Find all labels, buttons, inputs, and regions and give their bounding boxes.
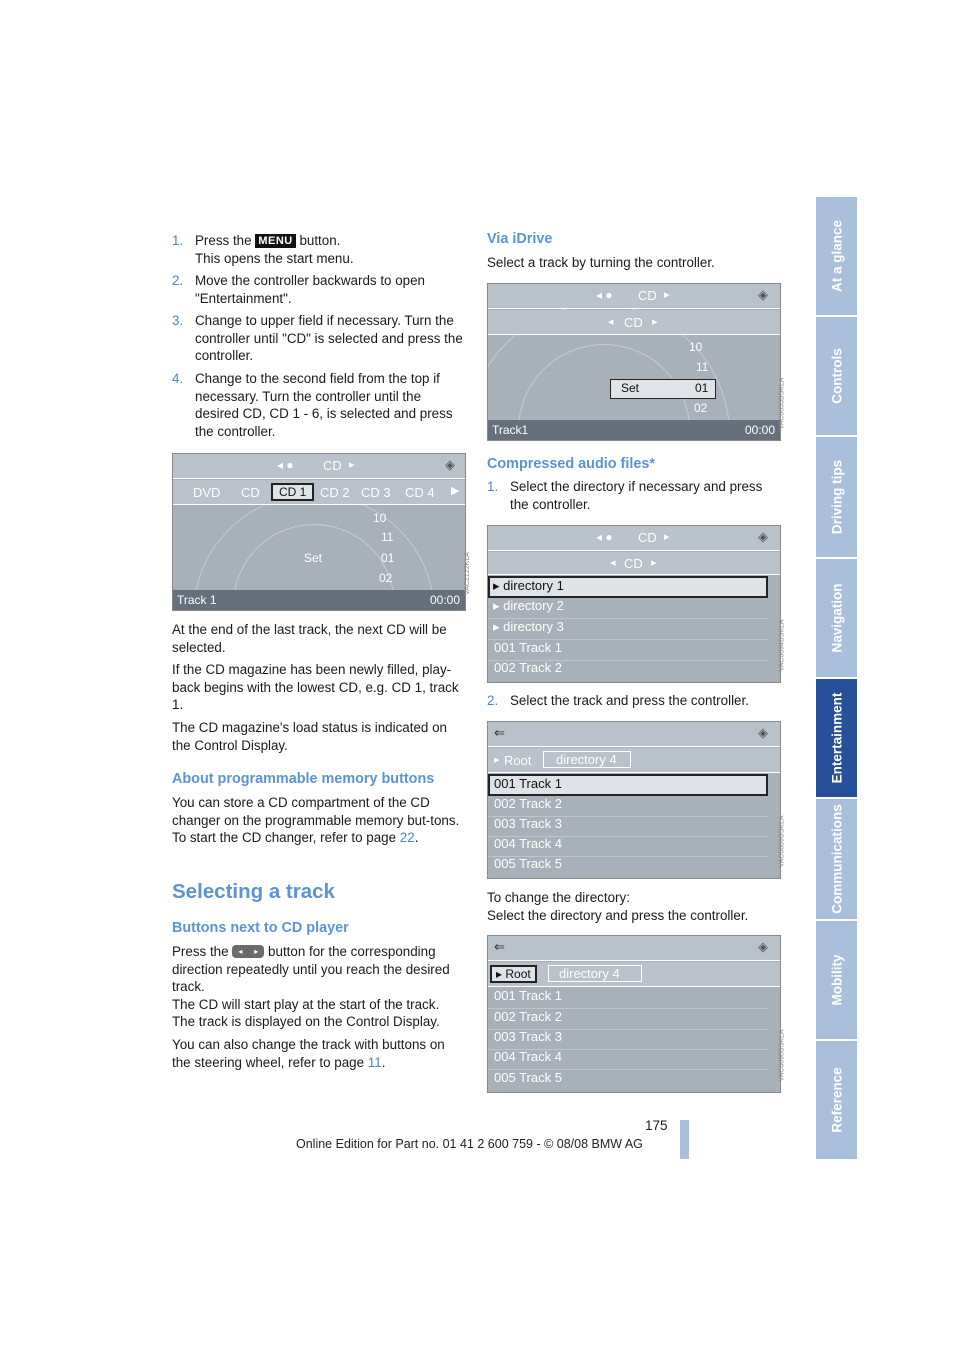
options-icon: ◈ xyxy=(758,287,768,302)
page-number: 175 xyxy=(645,1118,668,1133)
menu-button-icon: MENU xyxy=(255,234,295,248)
tab-reference[interactable]: Reference xyxy=(816,1041,857,1161)
idrive-track-screen: ◂ ● CD ▸ ◈ ◂ CD ▸ 10 11 Set 01 02 Track1 00:00 xyxy=(487,283,781,441)
list-item[interactable]: 003 Track 3 xyxy=(488,1029,768,1050)
list-item[interactable]: ▸ directory 2 xyxy=(488,598,768,619)
list-item[interactable]: 001 Track 1 xyxy=(488,640,768,661)
tab-communications[interactable]: Communications xyxy=(816,799,857,921)
page-link-11[interactable]: 11 xyxy=(367,1054,382,1070)
options-icon: ◈ xyxy=(445,457,455,472)
list-item[interactable]: 005 Track 5 xyxy=(494,1070,562,1085)
tab-at-a-glance[interactable]: At a glance xyxy=(816,197,857,317)
change-directory-text: To change the directory: Select the directory and press the controller. xyxy=(487,890,749,923)
page-marker xyxy=(680,1120,689,1159)
heading-memory-buttons: About programmable memory buttons xyxy=(172,771,435,787)
list-item[interactable]: 005 Track 5 xyxy=(494,856,562,871)
compressed-step-2: 2. Select the track and press the controller. xyxy=(487,693,749,708)
root-select-screen: ⇐ ◈ ▸ Root directory 4 001 Track 1 002 Track 2 003 Track 3 004 Track 4 005 Track 5 xyxy=(487,935,781,1093)
list-item[interactable]: 001 Track 1 xyxy=(488,988,768,1009)
seek-button-icon: ◂ ▸ xyxy=(232,945,264,958)
tab-entertainment[interactable]: Entertainment xyxy=(816,679,857,799)
list-item[interactable]: 004 Track 4 xyxy=(488,1049,768,1070)
list-item[interactable]: 002 Track 2 xyxy=(494,660,562,675)
memory-buttons-text: You can store a CD compartment of the CD changer on the programmable memory but-tons. To start the CD changer, refer to page 22. xyxy=(172,795,460,846)
list-item[interactable]: 004 Track 4 xyxy=(488,836,768,857)
list-item[interactable]: 002 Track 2 xyxy=(488,1009,768,1030)
tab-driving-tips[interactable]: Driving tips xyxy=(816,437,857,559)
options-icon: ◈ xyxy=(758,529,768,544)
compressed-step-1: 1. Select the directory if necessary and press the controller. xyxy=(487,479,763,512)
cd-paragraphs: At the end of the last track, the next CD will be selected. If the CD magazine has been newly filled, play-back begins with the lowest CD, e.g. CD 1, track 1. The CD magazine's load status is indicated on the Control Display. xyxy=(172,622,459,753)
back-icon[interactable]: ⇐ xyxy=(494,725,505,740)
tab-controls[interactable]: Controls xyxy=(816,317,857,437)
heading-buttons-cd-player: Buttons next to CD player xyxy=(172,920,349,936)
list-item[interactable]: ▸ directory 3 xyxy=(488,619,768,640)
step-3: 3. Change to upper field if necessary. Turn the controller until "CD" is selected and press the controller. xyxy=(172,313,463,364)
list-item[interactable]: 001 Track 1 xyxy=(488,774,768,796)
options-icon: ◈ xyxy=(758,725,768,740)
list-item[interactable]: ▸ directory 1 xyxy=(488,576,768,598)
step-2: 2. Move the controller backwards to open "Entertainment". xyxy=(172,273,425,306)
list-item[interactable]: 003 Track 3 xyxy=(488,816,768,837)
heading-selecting-track: Selecting a track xyxy=(172,880,335,903)
list-item[interactable]: 002 Track 2 xyxy=(488,796,768,817)
heading-compressed-audio: Compressed audio files* xyxy=(487,456,655,472)
step-1: 1. Press the MENU button. This opens the start menu. xyxy=(172,233,354,266)
cd-select-screen: ◂ ● CD ▸ ◈ DVD CD CD 1 CD 2 CD 3 CD 4 ▶ 10 11 Set 01 02 Track 1 00:00 xyxy=(172,453,466,611)
step-4: 4. Change to the second field from the top if necessary. Turn the controller until the desired CD, CD 1 - 6, is selected and press the controller. xyxy=(172,371,453,439)
footer-edition: Online Edition for Part no. 01 41 2 600 759 - © 08/08 BMW AG xyxy=(296,1137,643,1151)
set-selector: Set 01 xyxy=(610,379,716,399)
page-link-22[interactable]: 22 xyxy=(399,830,415,846)
track-list-screen: ⇐ ◈ ▸ Root directory 4 001 Track 1 002 Track 2 003 Track 3 004 Track 4 005 Track 5 xyxy=(487,721,781,879)
back-icon[interactable]: ⇐ xyxy=(494,939,505,954)
heading-via-idrive: Via iDrive xyxy=(487,231,553,247)
idrive-text: Select a track by turning the controller. xyxy=(487,255,715,270)
tab-mobility[interactable]: Mobility xyxy=(816,921,857,1041)
directory-list-screen: ◂ ● CD ▸ ◈ ◂ CD ▸ ▸ directory 1 ▸ directory 2 ▸ directory 3 001 Track 1 002 Track 2 xyxy=(487,525,781,683)
options-icon: ◈ xyxy=(758,939,768,954)
tab-navigation[interactable]: Navigation xyxy=(816,559,857,679)
selecting-text: Press the ◂ ▸ button for the corresponding direction repeatedly until you reach the desired track. The CD will start play at the start of the track. The track is displayed on the Control Display. You can also change the track with buttons on the steering wheel, refer to page 11. xyxy=(172,944,450,1070)
